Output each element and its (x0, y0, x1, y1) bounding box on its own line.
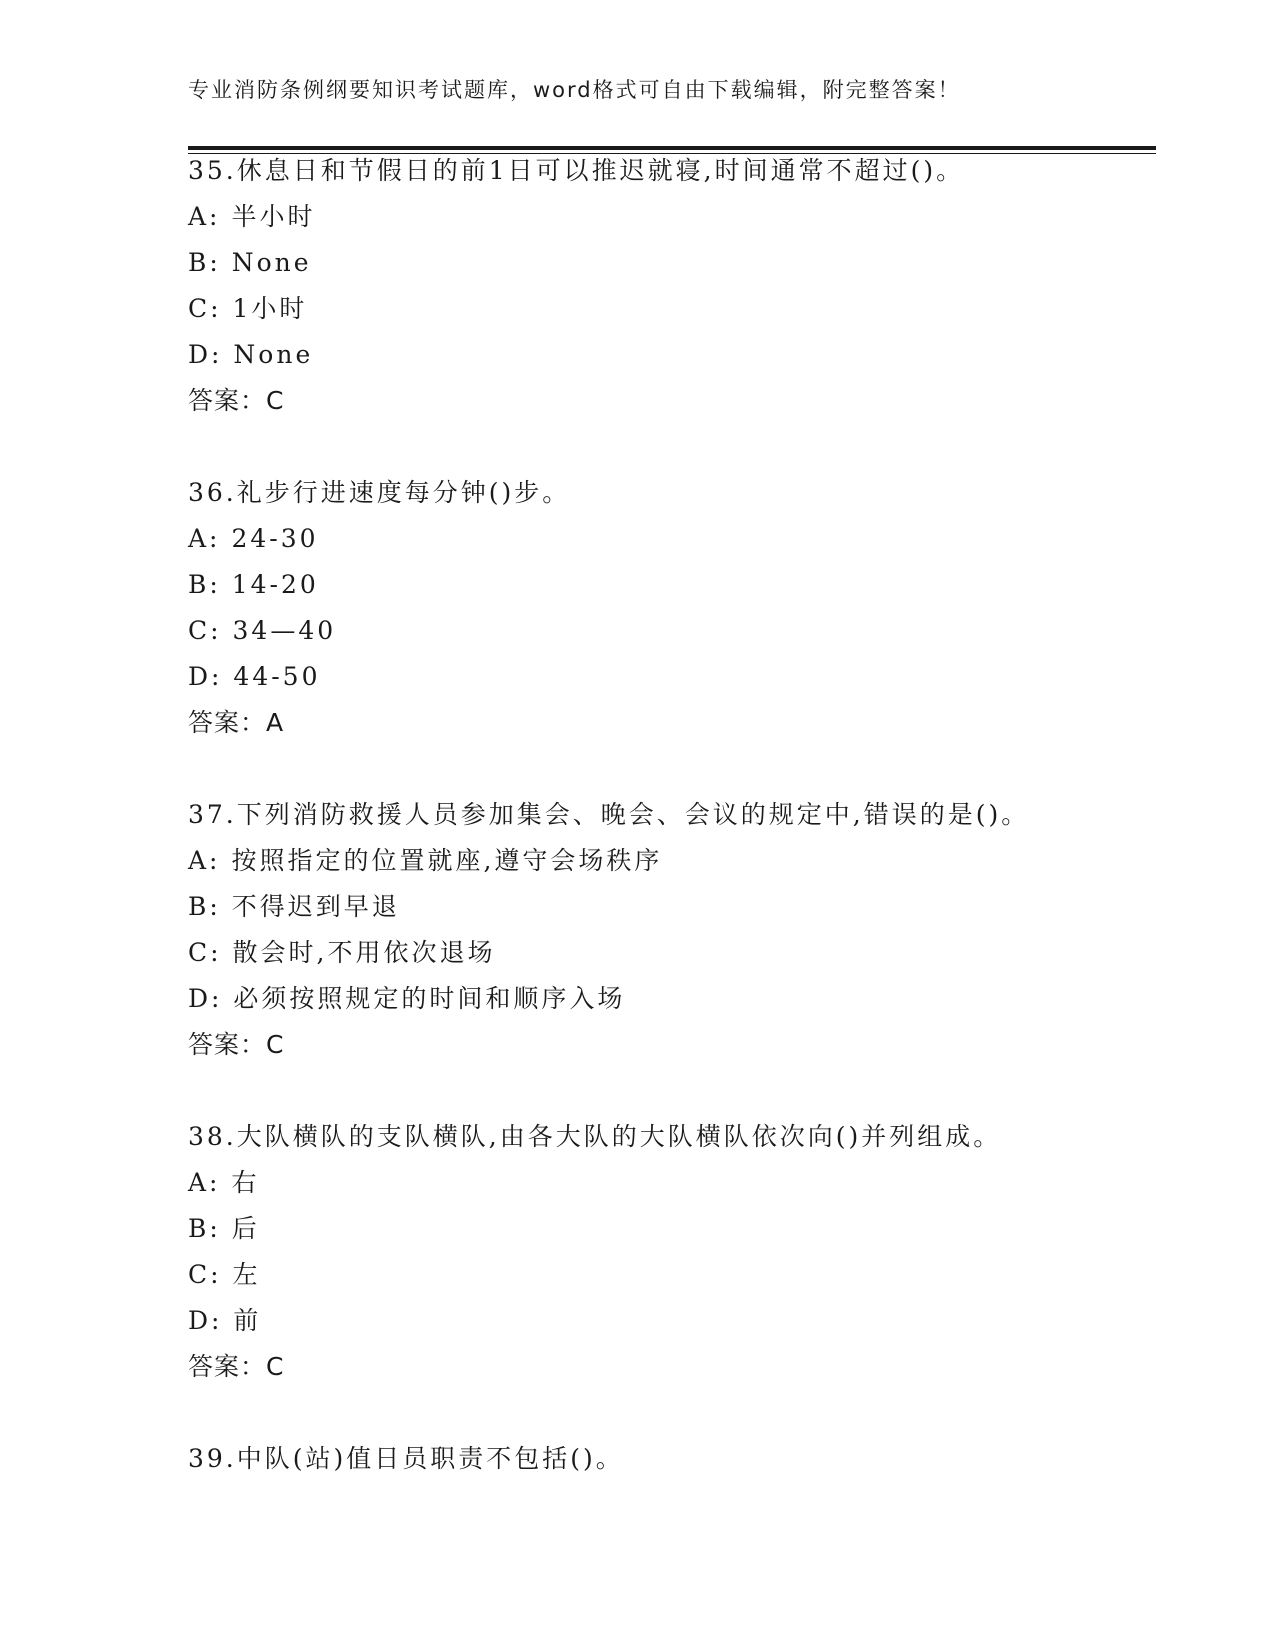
option-key: D: (188, 1306, 223, 1335)
option-a (188, 194, 1156, 240)
option-key: C: (188, 1260, 222, 1289)
question-35 (188, 148, 1156, 424)
option-key: A: (188, 846, 221, 875)
option-b (188, 884, 1156, 930)
question-text: 36.礼步行进速度每分钟()步。 (188, 478, 571, 507)
option-key: C: (188, 938, 222, 967)
question-38 (188, 1114, 1156, 1390)
option-c (188, 1252, 1156, 1298)
option-key: D: (188, 662, 223, 691)
question-text: 35.休息日和节假日的前1日可以推迟就寝,时间通常不超过()。 (188, 156, 965, 185)
question-text: 39.中队(站)值日员职责不包括()。 (188, 1444, 624, 1473)
option-text: 1小时 (232, 294, 308, 323)
option-text: 后 (231, 1214, 260, 1243)
option-key: D: (188, 340, 223, 369)
option-d (188, 332, 1156, 378)
option-key: B: (188, 570, 221, 599)
option-text: 散会时,不用依次退场 (232, 938, 496, 967)
answer-label: 答案：C (188, 386, 285, 415)
answer-label: 答案：A (188, 708, 285, 737)
option-text: 左 (232, 1260, 261, 1289)
option-text: 必须按照规定的时间和顺序入场 (233, 984, 626, 1013)
option-key: A: (188, 202, 221, 231)
option-key: D: (188, 984, 223, 1013)
option-key: A: (188, 524, 221, 553)
option-text: None (231, 248, 312, 277)
question-36 (188, 470, 1156, 746)
option-d (188, 976, 1156, 1022)
option-b (188, 1206, 1156, 1252)
question-37 (188, 792, 1156, 1068)
option-b (188, 240, 1156, 286)
question-39 (188, 1436, 1156, 1482)
option-text: 不得迟到早退 (231, 892, 400, 921)
option-c (188, 608, 1156, 654)
option-text: 前 (233, 1306, 262, 1335)
option-b (188, 562, 1156, 608)
option-text: 右 (231, 1168, 260, 1197)
option-text: 按照指定的位置就座,遵守会场秩序 (231, 846, 663, 875)
option-text: 14-20 (231, 570, 319, 599)
question-text: 37.下列消防救援人员参加集会、晚会、会议的规定中,错误的是()。 (188, 800, 1030, 829)
option-a (188, 516, 1156, 562)
question-text: 38.大队横队的支队横队,由各大队的大队横队依次向()并列组成。 (188, 1122, 1002, 1151)
option-key: B: (188, 892, 221, 921)
option-c (188, 930, 1156, 976)
option-key: A: (188, 1168, 221, 1197)
option-a (188, 838, 1156, 884)
page-header: 专业消防条例纲要知识考试题库，word格式可自由下载编辑，附完整答案！ (188, 78, 961, 102)
option-text: 34—40 (232, 616, 337, 645)
option-text: 24-30 (231, 524, 319, 553)
option-key: C: (188, 294, 222, 323)
option-key: B: (188, 248, 221, 277)
answer-label: 答案：C (188, 1030, 285, 1059)
answer-label: 答案：C (188, 1352, 285, 1381)
option-text: None (233, 340, 314, 369)
option-d (188, 1298, 1156, 1344)
option-text: 半小时 (231, 202, 316, 231)
option-d (188, 654, 1156, 700)
option-key: C: (188, 616, 222, 645)
option-key: B: (188, 1214, 221, 1243)
option-text: 44-50 (233, 662, 321, 691)
option-a (188, 1160, 1156, 1206)
option-c (188, 286, 1156, 332)
